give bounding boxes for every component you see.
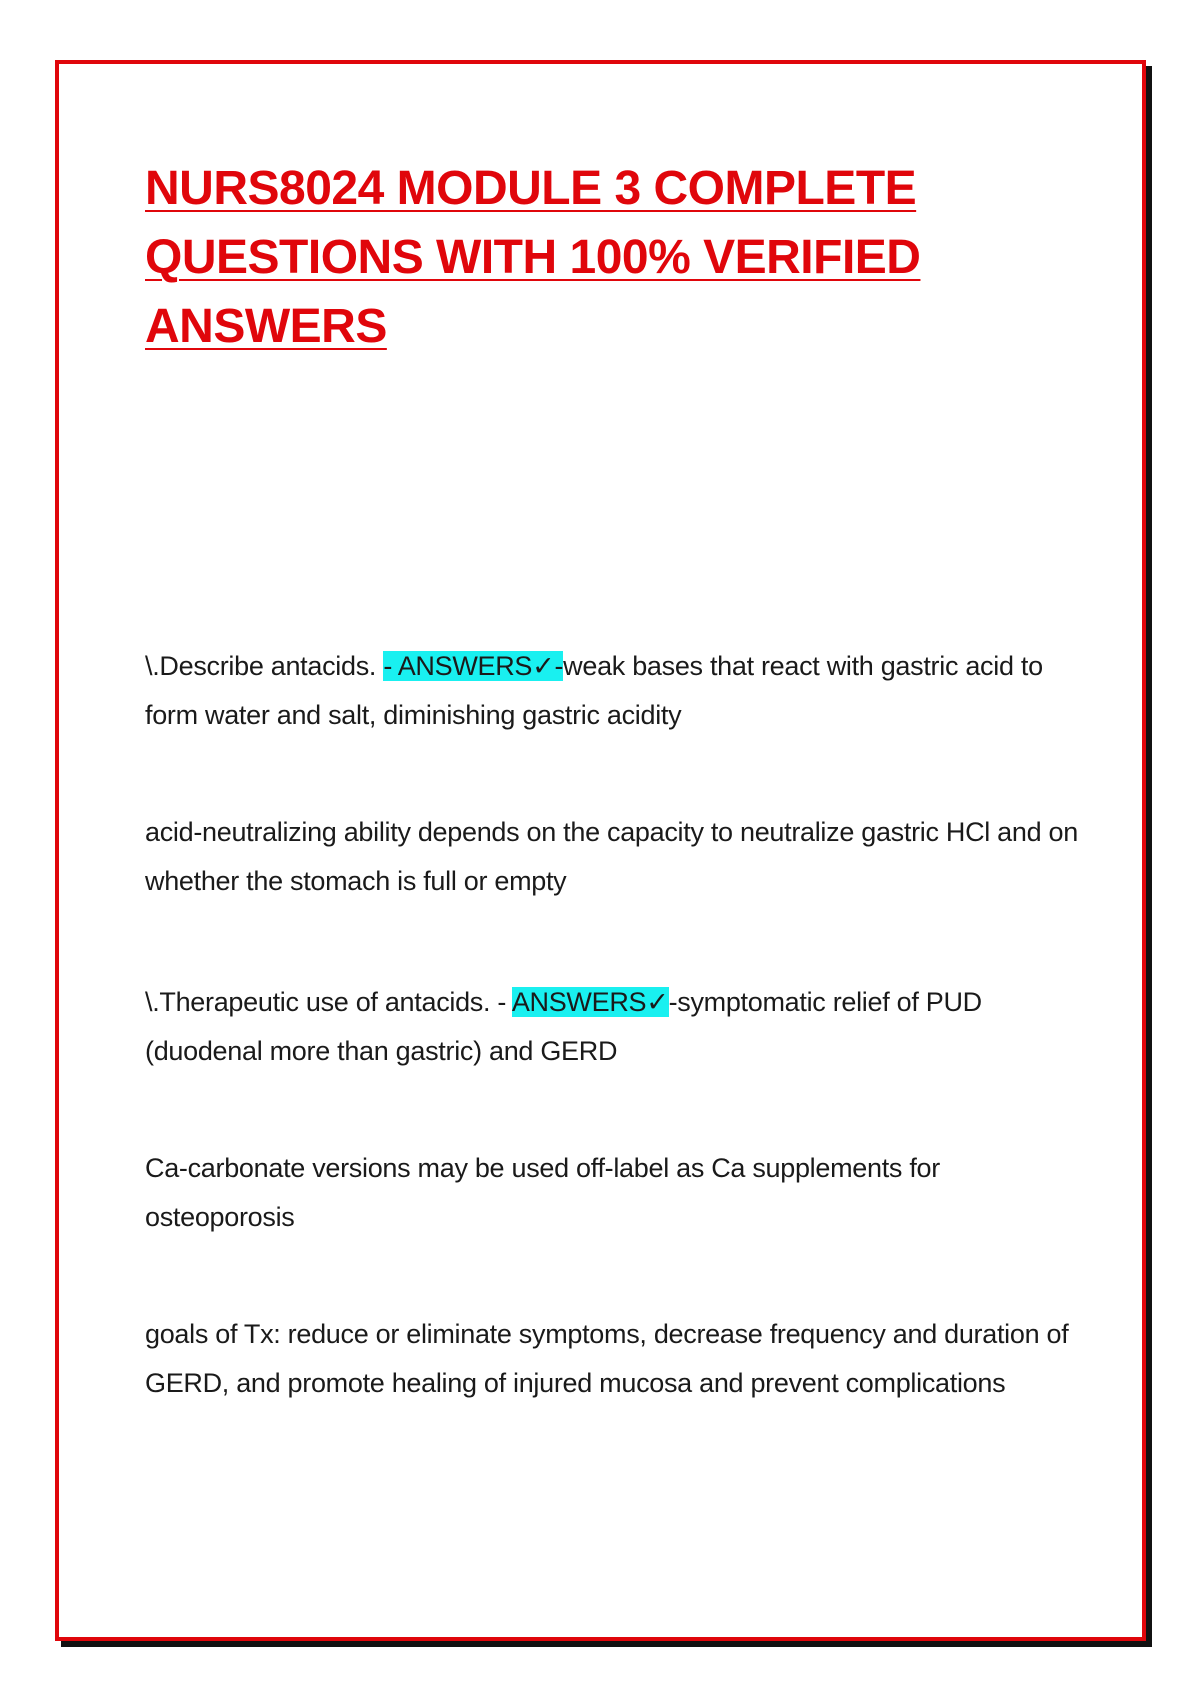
answer-marker-highlight: - ANSWERS✓- xyxy=(383,651,564,681)
question-text: \.Describe antacids. xyxy=(145,651,384,681)
answer-text: -symptomatic relief of PUD (duodenal more than gastric) and GERD xyxy=(145,987,982,1066)
qa-entry-antacids xyxy=(145,642,1085,740)
note-ca-carbonate: Ca-carbonate versions may be used off-label as Ca supplements for osteoporosis xyxy=(145,1153,940,1232)
qa-entry-therapeutic-use xyxy=(145,978,1085,1076)
answer-text: weak bases that react with gastric acid to form water and salt, diminishing gastric acidity xyxy=(145,651,1043,730)
question-text: \.Therapeutic use of antacids. - xyxy=(145,987,512,1017)
note-neutralizing-ability: acid-neutralizing ability depends on the capacity to neutralize gastric HCl and on whether the stomach is full or empty xyxy=(145,817,1078,896)
answer-marker-highlight: ANSWERS✓ xyxy=(511,987,669,1017)
note-treatment-goals: goals of Tx: reduce or eliminate symptoms, decrease frequency and duration of GERD, and promote healing of injured mucosa and prevent complications xyxy=(145,1319,1069,1398)
document-title: NURS8024 MODULE 3 COMPLETE QUESTIONS WITH 100% VERIFIED ANSWERS xyxy=(145,162,921,353)
page-frame xyxy=(55,60,1146,1641)
